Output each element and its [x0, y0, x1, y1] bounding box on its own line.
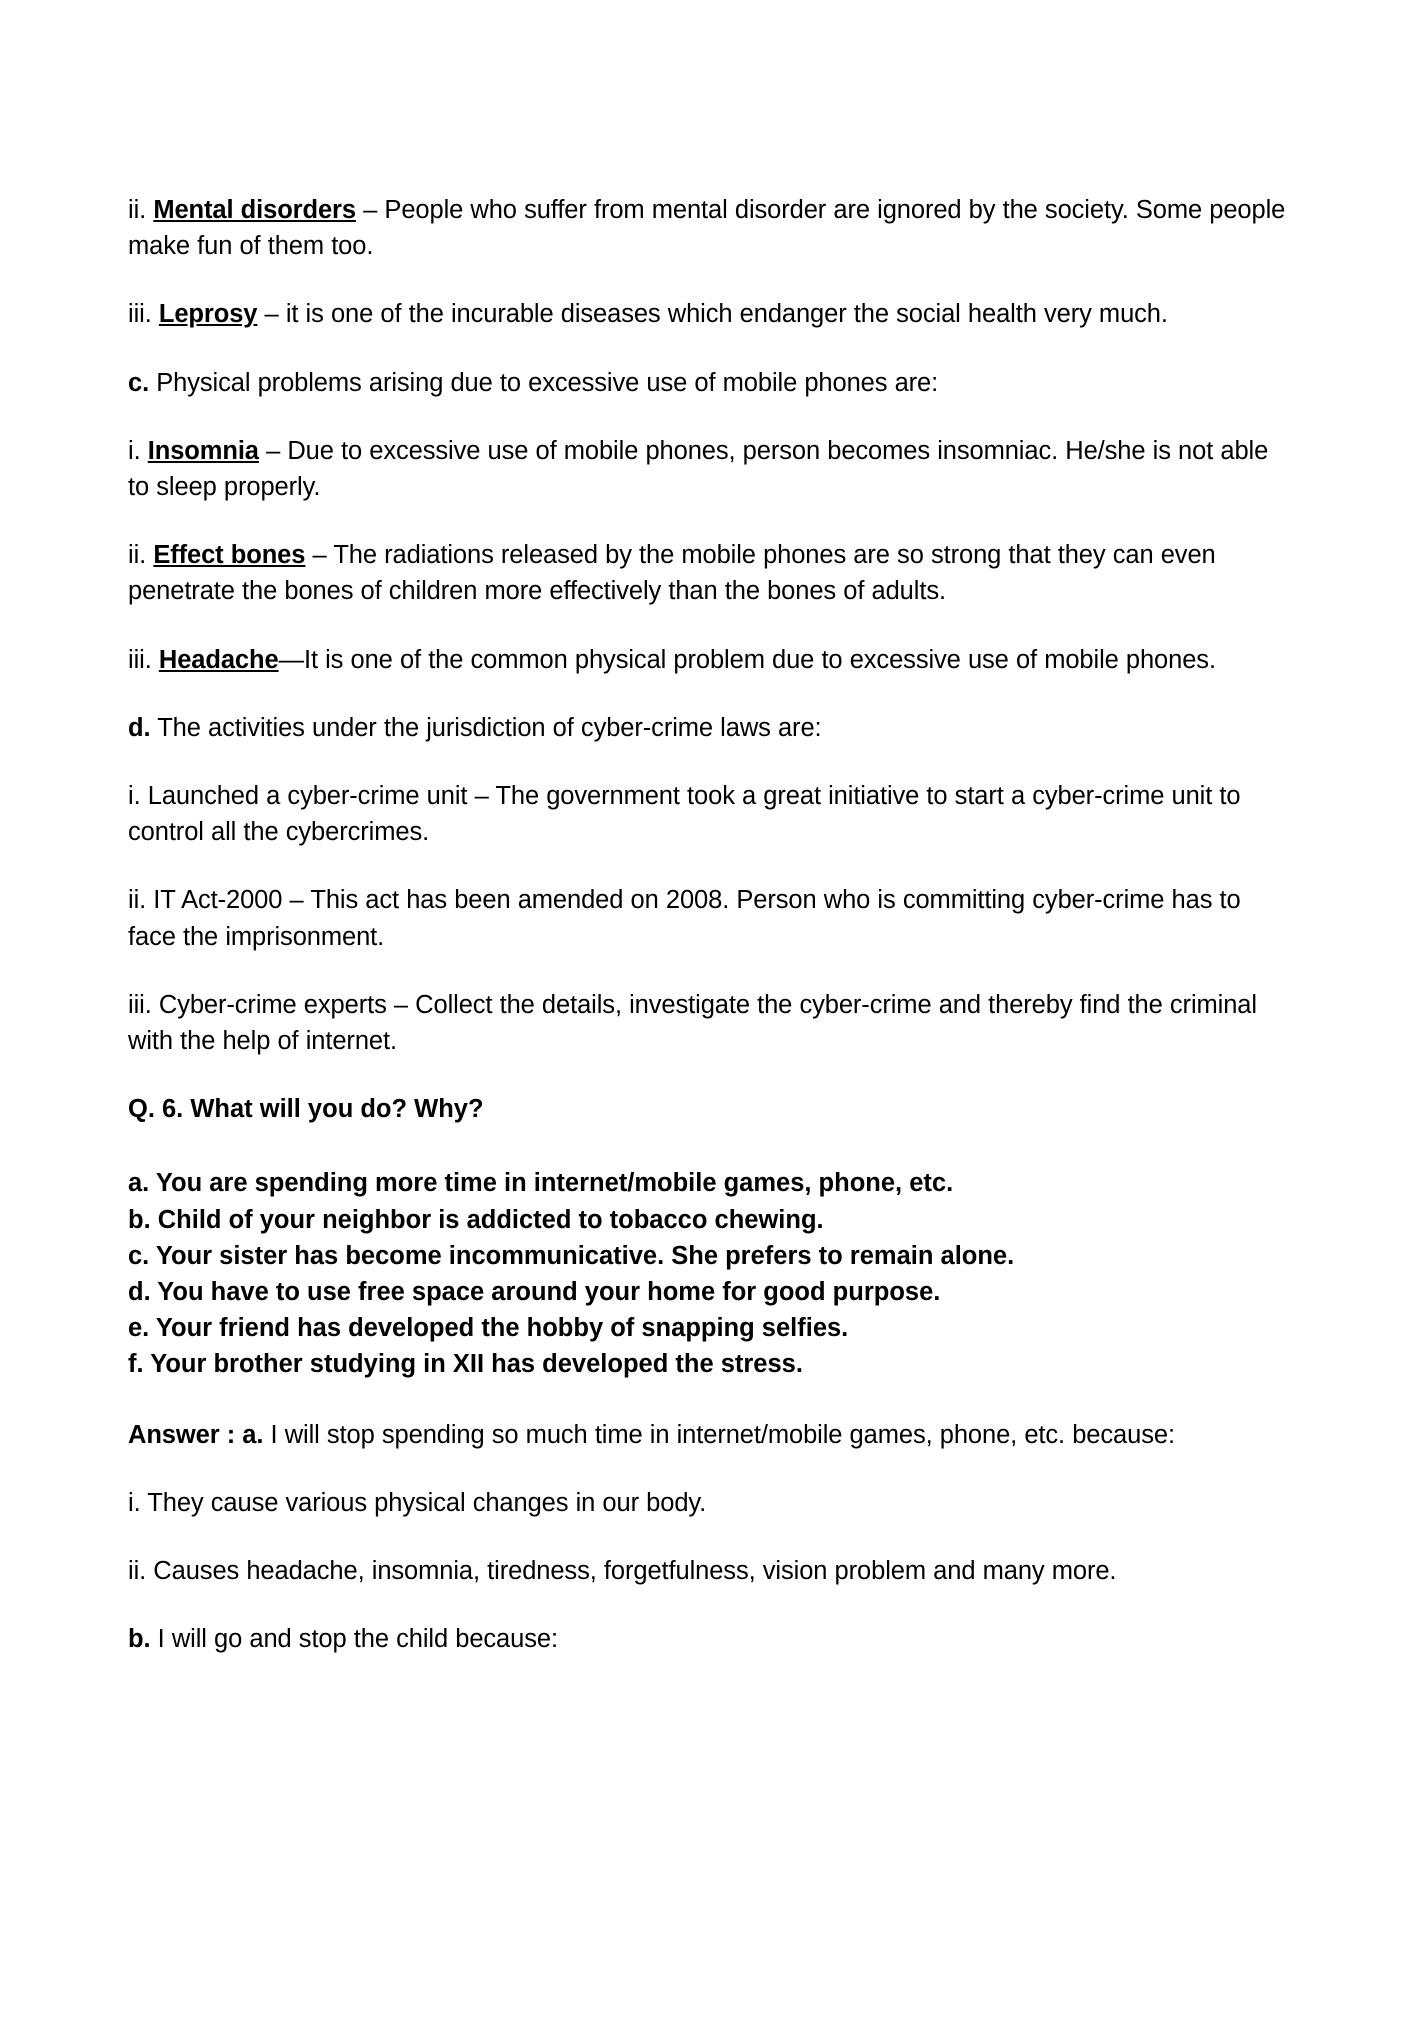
list-marker: iii. — [128, 645, 152, 674]
paragraph-answer-lead — [128, 1417, 1288, 1453]
paragraph-text: Cyber-crime experts – Collect the details, investigate the cyber-crime and thereby find the criminal with the help of internet. — [128, 990, 1257, 1056]
paragraph-part-c-lead — [128, 365, 1288, 401]
term-effect-bones: Effect bones — [153, 541, 306, 570]
paragraph-part-d-lead — [128, 710, 1288, 746]
paragraph-insomnia — [128, 433, 1288, 505]
term-insomnia: Insomnia — [147, 436, 259, 465]
paragraph-text: I will go and stop the child because: — [150, 1625, 558, 1654]
paragraph-answer-reason-i — [128, 1485, 1288, 1521]
list-marker: i. — [128, 1488, 141, 1517]
question-heading: Q. 6. What will you do? Why? — [128, 1095, 484, 1124]
list-marker: i. — [128, 436, 141, 465]
question-item-c: c. Your sister has become incommunicative. She prefers to remain alone. — [128, 1241, 1015, 1270]
paragraph-text: – People who suffer from mental disorder are ignored by the society. Some people make fun of them too. — [128, 196, 1286, 261]
term-leprosy: Leprosy — [158, 300, 258, 329]
term-headache: Headache — [158, 645, 279, 674]
question-item-e: e. Your friend has developed the hobby of snapping selfies. — [128, 1314, 849, 1343]
paragraph-text: – The radiations released by the mobile phones are so strong that they can even penetrate the bones of children more effectively than the bones of adults. — [128, 541, 1216, 606]
list-marker: ii. — [128, 886, 147, 915]
paragraph-answer-b-lead — [128, 1621, 1288, 1657]
paragraph-text: – it is one of the incurable diseases which endanger the social health very much. — [257, 300, 1168, 329]
paragraph-text: They cause various physical changes in our body. — [140, 1488, 707, 1517]
paragraph-text: The activities under the jurisdiction of cyber-crime laws are: — [150, 713, 822, 742]
paragraph-leprosy — [128, 296, 1288, 332]
paragraph-headache — [128, 642, 1288, 678]
question-item-f: f. Your brother studying in XII has developed the stress. — [128, 1350, 803, 1379]
list-marker: d. — [128, 713, 151, 742]
list-marker: iii. — [128, 990, 152, 1019]
paragraph-cyber-experts — [128, 987, 1288, 1059]
list-marker: ii. — [128, 196, 147, 224]
paragraph-text: Launched a cyber-crime unit – The government took a great initiative to start a cyber-crime unit to control all the cybercrimes. — [128, 782, 1241, 847]
document-body — [128, 192, 1288, 1657]
list-marker: i. — [128, 782, 141, 811]
question-item-b: b. Child of your neighbor is addicted to tobacco chewing. — [128, 1205, 824, 1234]
paragraph-text: IT Act-2000 – This act has been amended on 2008. Person who is committing cyber-crime has to face the imprisonment. — [128, 886, 1241, 951]
paragraph-mental-disorders — [128, 192, 1288, 264]
paragraph-effect-bones — [128, 537, 1288, 609]
list-marker: ii. — [128, 541, 147, 570]
paragraph-text: Physical problems arising due to excessive use of mobile phones are: — [149, 368, 939, 397]
list-marker: iii. — [128, 300, 152, 329]
paragraph-cyber-unit — [128, 778, 1288, 850]
term-mental-disorders: Mental disorders — [153, 196, 356, 224]
paragraph-answer-reason-ii — [128, 1553, 1288, 1589]
list-marker: c. — [128, 368, 150, 397]
paragraph-text: —It is one of the common physical problem due to excessive use of mobile phones. — [278, 645, 1216, 674]
paragraph-text: I will stop spending so much time in internet/mobile games, phone, etc. because: — [263, 1420, 1175, 1449]
paragraph-it-act-2000 — [128, 882, 1288, 954]
paragraph-text: – Due to excessive use of mobile phones, person becomes insomniac. He/she is not able to sleep properly. — [128, 436, 1269, 502]
answer-sublabel-b: b. — [128, 1625, 151, 1654]
list-marker: ii. — [128, 1557, 147, 1586]
question-item-d: d. You have to use free space around your home for good purpose. — [128, 1278, 941, 1307]
question-items-list — [128, 1165, 1288, 1382]
paragraph-text: Causes headache, insomnia, tiredness, forgetfulness, vision problem and many more. — [146, 1557, 1117, 1586]
question-item-a: a. You are spending more time in internet/mobile games, phone, etc. — [128, 1169, 954, 1198]
answer-label: Answer : a. — [128, 1420, 264, 1449]
